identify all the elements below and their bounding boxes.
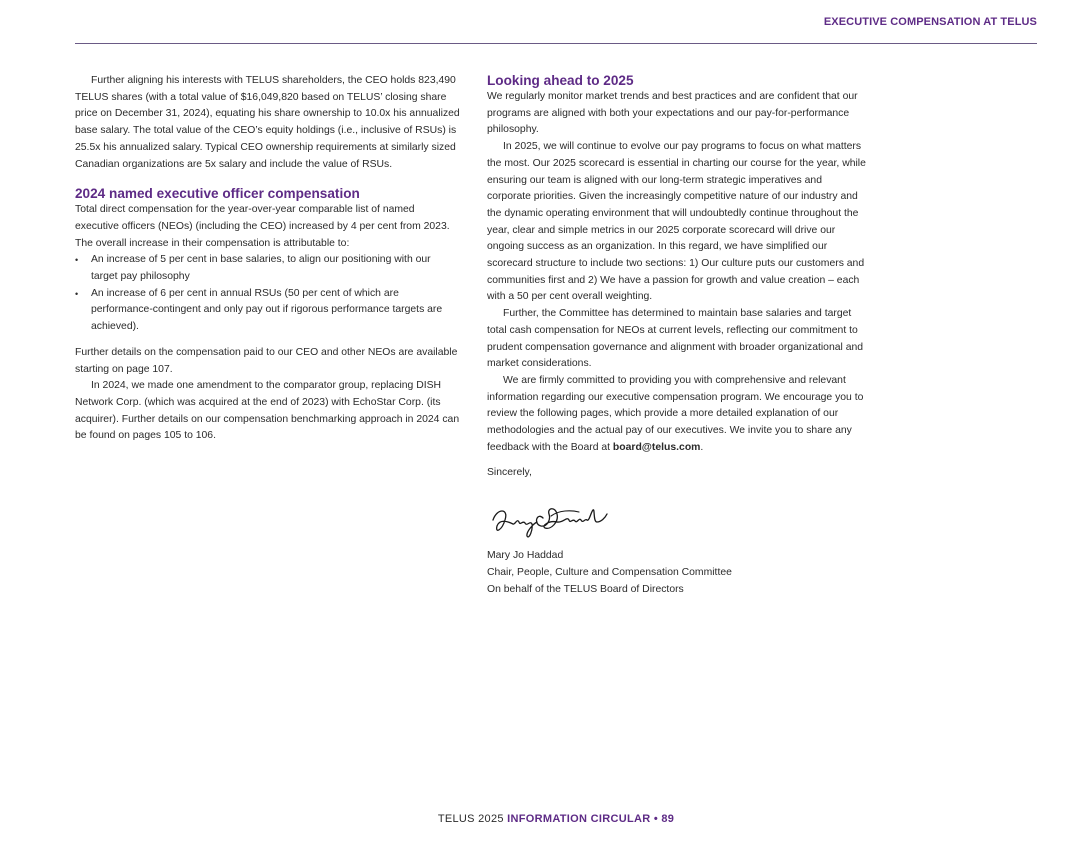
footer-document-name: INFORMATION CIRCULAR — [507, 813, 651, 825]
board-email-link[interactable]: board@telus.com — [612, 441, 701, 453]
list-item: • An increase of 6 per cent in annual RSUs (50 per cent of which are performance-contingent and only pay out if rigorous performance targets are achieved). — [75, 286, 460, 336]
handwritten-signature — [487, 500, 867, 548]
page-number: 89 — [661, 813, 675, 825]
compensation-increase-list — [75, 252, 460, 336]
neo-compensation-paragraph: Total direct compensation for the year-over-year comparable list of named executive officers (NEOs) (including the CEO) increased by 4 per cent from 2023. The overall increase in their compensation is attributable to: — [75, 204, 450, 249]
list-item: • An increase of 5 per cent in base salaries, to align our positioning with our target pay philosophy — [75, 252, 460, 285]
market-trends-paragraph: We regularly monitor market trends and best practices and are confident that our programs are aligned with both your expectations and our pay-for-performance philosophy. — [487, 91, 858, 136]
commitment-text: We are firmly committed to providing you with comprehensive and relevant information regarding our executive compensation program. We encourage you to review the following pages, which provide a more detailed explanation of our methodologies and the actual pay of our executives. We invite you to share any feedback with the Board at — [487, 374, 864, 453]
header-divider — [75, 43, 1037, 44]
page-footer — [0, 813, 1087, 825]
closing-salutation: Sincerely, — [487, 467, 532, 479]
footer-separator: • — [653, 813, 658, 825]
left-column — [75, 73, 460, 445]
signer-organization: On behalf of the TELUS Board of Directors — [487, 583, 684, 595]
signer-name: Mary Jo Haddad — [487, 550, 564, 562]
scorecard-paragraph: In 2025, we will continue to evolve our pay programs to focus on what matters the most. Our 2025 scorecard is essential in charting our course for the year, while ensuring our team is aligned with our long-term strategic imperatives and corporate priorities. Given the increasingly competitive nature of our industry and the dynamic operating environment that will undoubtedly continue throughout the year, clear and simple metrics in our 2025 corporate scorecard will drive our ongoing success as an organization. In this regard, we have simplified our scorecard structure to include two sections: 1) Our culture puts our customers and communities first and 2) We have a passion for growth and value creation – each with a 50 per cent overall weighting. — [487, 141, 866, 303]
further-details-paragraph: Further details on the compensation paid to our CEO and other NEOs are available starting on page 107. — [75, 346, 458, 375]
right-column — [487, 73, 867, 598]
signer-title: Chair, People, Culture and Compensation Committee — [487, 566, 732, 578]
commitment-end: . — [700, 441, 704, 453]
signature-icon — [487, 500, 617, 544]
footer-prefix: TELUS 2025 — [437, 813, 504, 825]
page-header-title: EXECUTIVE COMPENSATION AT TELUS — [823, 16, 1037, 28]
ceo-ownership-paragraph: Further aligning his interests with TELUS shareholders, the CEO holds 823,490 TELUS shares (with a total value of $16,049,820 based on TELUS’ closing share price on December 31, 2024), equating his share ownership to 10.0x his annualized base salary. The total value of the CEO’s equity holdings (i.e., inclusive of RSUs) is 25.5x his annualized salary. Typical CEO ownership requirements at similarly sized Canadian organizations are 5x salary and include the value of RSUs. — [75, 75, 460, 170]
looking-ahead-heading: Looking ahead to 2025 — [487, 73, 634, 88]
commitment-paragraph — [487, 373, 867, 457]
neo-compensation-heading: 2024 named executive officer compensation — [75, 186, 360, 202]
committee-paragraph: Further, the Committee has determined to maintain base salaries and target total cash compensation for NEOs at current levels, reflecting our commitment to prudent compensation governance and alignment with broader organizational and market considerations. — [487, 308, 864, 370]
signature-block — [487, 548, 867, 598]
comparator-amendment-paragraph: In 2024, we made one amendment to the comparator group, replacing DISH Network Corp. (which was acquired at the end of 2023) with EchoStar Corp. (its acquirer). Further details on our compensation benchmarking approach in 2024 can be found on pages 105 to 106. — [75, 380, 460, 442]
